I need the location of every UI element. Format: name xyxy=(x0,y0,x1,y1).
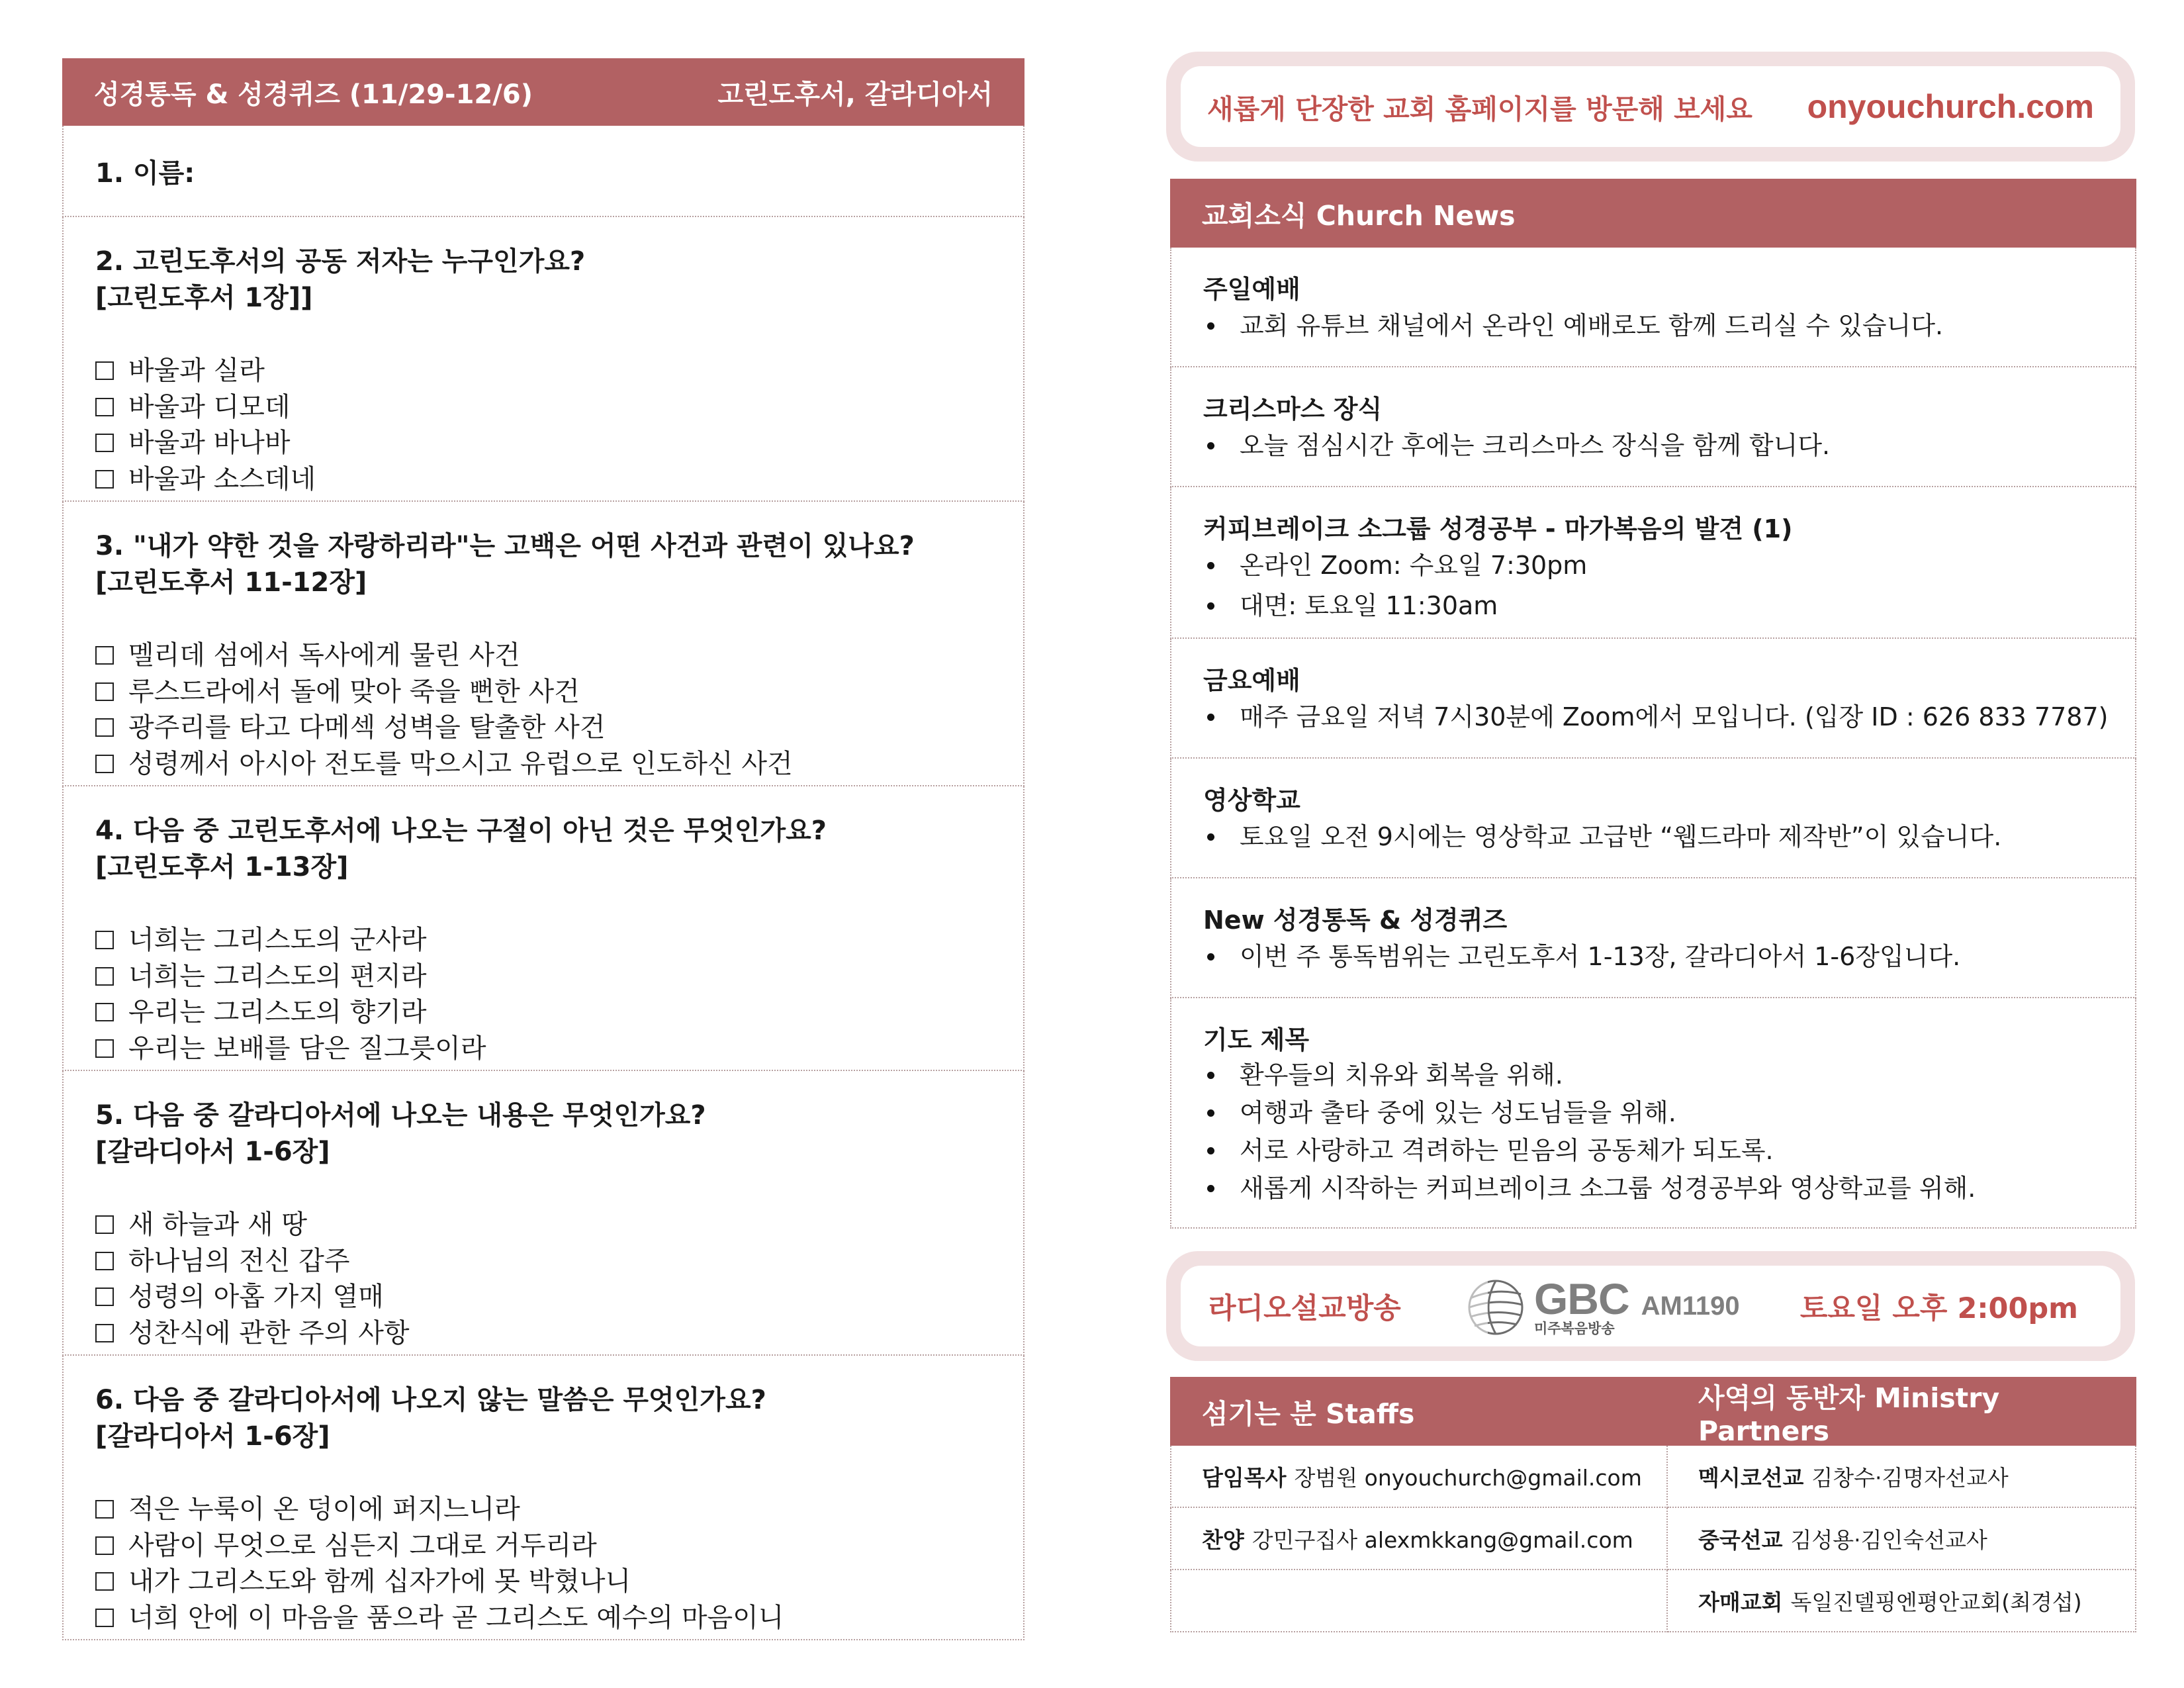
news-bullet: 여행과 출타 중에 있는 성도님들을 위해. xyxy=(1203,1094,2103,1132)
radio-broadcast-banner xyxy=(1166,1251,2135,1361)
question-source: [갈라디아서 1-6장] xyxy=(95,1137,330,1167)
news-item-title: 금요예배 xyxy=(1203,666,1300,695)
partner-role: 멕시코선교 xyxy=(1698,1464,1804,1491)
partner-row xyxy=(1668,1570,2136,1632)
quiz-header-title: 성경통독 & 성경퀴즈 (11/29-12/6) xyxy=(94,79,533,110)
staff-column xyxy=(1170,1446,1668,1632)
answer-option[interactable]: 적은 누룩이 온 덩이에 퍼지느니라 xyxy=(95,1491,991,1528)
news-bullet: 토요일 오전 9시에는 영상학교 고급반 “웹드라마 제작반”이 있습니다. xyxy=(1203,817,2103,857)
checkbox-icon[interactable] xyxy=(95,1609,114,1627)
news-item xyxy=(1170,248,2136,367)
news-item xyxy=(1170,639,2136,759)
partner-detail: 김성용·김인숙선교사 xyxy=(1790,1526,1987,1553)
radio-time: 토요일 오후 2:00pm xyxy=(1799,1291,2078,1325)
question-title: 4. 다음 중 고린도후서에 나오는 구절이 아닌 것은 무엇인가요? xyxy=(95,816,827,846)
checkbox-icon[interactable] xyxy=(95,1324,114,1342)
news-item xyxy=(1170,878,2136,998)
news-item-title: 영상학교 xyxy=(1203,786,1300,815)
answer-option[interactable]: 바울과 소스데네 xyxy=(95,461,991,498)
news-bullet: 서로 사랑하고 격려하는 믿음의 공동체가 되도록. xyxy=(1203,1132,2103,1170)
bullet-icon xyxy=(1207,322,1214,330)
radio-station: AM1190 xyxy=(1641,1291,1740,1321)
question-title: 6. 다음 중 갈라디아서에 나오지 않는 말씀은 무엇인가요? xyxy=(95,1385,766,1415)
news-header-title: 교회소식 Church News xyxy=(1202,199,1516,232)
answer-option[interactable]: 내가 그리스도와 함께 십자가에 못 박혔나니 xyxy=(95,1564,991,1600)
checkbox-icon[interactable] xyxy=(95,1288,114,1306)
answer-option[interactable]: 바울과 실라 xyxy=(95,353,991,389)
bullet-icon xyxy=(1207,1147,1214,1154)
bullet-icon xyxy=(1207,562,1214,569)
partner-detail: 독일진델핑엔평안교회(최경섭) xyxy=(1790,1589,2082,1615)
question-2 xyxy=(62,217,1024,502)
staff-detail: 강민구집사 alexmkkang@gmail.com xyxy=(1251,1526,1633,1553)
question-source: [고린도후서 1장]] xyxy=(95,283,313,313)
answer-option[interactable]: 너희는 그리스도의 군사라 xyxy=(95,922,991,959)
news-item xyxy=(1170,998,2136,1229)
question-title: 3. "내가 약한 것을 자랑하리라"는 고백은 어떤 사건과 관련이 있나요? xyxy=(95,531,915,561)
partner-detail: 김창수·김명자선교사 xyxy=(1811,1464,2009,1491)
bullet-icon xyxy=(1207,602,1214,610)
news-bullet: 온라인 Zoom: 수요일 7:30pm xyxy=(1203,545,2103,586)
partner-role: 자매교회 xyxy=(1698,1589,1783,1615)
question-6 xyxy=(62,1356,1024,1640)
website-banner xyxy=(1166,52,2135,162)
name-label: 1. 이름: xyxy=(95,158,195,189)
radio-label: 라디오설교방송 xyxy=(1208,1291,1401,1325)
checkbox-icon[interactable] xyxy=(95,398,114,416)
partner-row xyxy=(1668,1508,2136,1570)
answer-option[interactable]: 성령의 아홉 가지 열매 xyxy=(95,1279,991,1315)
bullet-icon xyxy=(1207,1072,1214,1079)
website-link[interactable]: onyouchurch.com xyxy=(1807,88,2094,125)
checkbox-icon[interactable] xyxy=(95,931,114,949)
news-bullet: 교회 유튜브 채널에서 온라인 예배로도 함께 드리실 수 있습니다. xyxy=(1203,306,2103,346)
question-source: [고린도후서 1-13장] xyxy=(95,852,349,882)
checkbox-icon[interactable] xyxy=(95,1500,114,1519)
checkbox-icon[interactable] xyxy=(95,1536,114,1555)
news-item xyxy=(1170,759,2136,878)
answer-option[interactable]: 너희 안에 이 마음을 품으라 곧 그리스도 예수의 마음이니 xyxy=(95,1600,991,1636)
checkbox-icon[interactable] xyxy=(95,1039,114,1058)
news-bullet: 오늘 점심시간 후에는 크리스마스 장식을 함께 합니다. xyxy=(1203,426,2103,466)
question-5 xyxy=(62,1071,1024,1356)
checkbox-icon[interactable] xyxy=(95,1003,114,1021)
checkbox-icon[interactable] xyxy=(95,646,114,665)
bullet-icon xyxy=(1207,833,1214,841)
news-item xyxy=(1170,367,2136,487)
church-news-panel xyxy=(1170,179,2136,1229)
news-item-title: 크리스마스 장식 xyxy=(1203,395,1383,424)
answer-option[interactable]: 광주리를 타고 다메섹 성벽을 탈출한 사건 xyxy=(95,710,991,746)
answer-option[interactable]: 너희는 그리스도의 편지라 xyxy=(95,959,991,995)
staff-role: 찬양 xyxy=(1202,1526,1244,1553)
name-field[interactable] xyxy=(62,126,1024,217)
question-title: 5. 다음 중 갈라디아서에 나오는 내용은 무엇인가요? xyxy=(95,1100,706,1131)
answer-option[interactable]: 성찬식에 관한 주의 사항 xyxy=(95,1315,991,1352)
staff-row-empty xyxy=(1170,1570,1668,1632)
answer-option[interactable]: 바울과 바나바 xyxy=(95,425,991,461)
answer-option[interactable]: 멜리데 섬에서 독사에게 물린 사건 xyxy=(95,637,991,674)
staff-row xyxy=(1170,1446,1668,1508)
bullet-icon xyxy=(1207,953,1214,961)
bullet-icon xyxy=(1207,1109,1214,1117)
news-bullet: 매주 금요일 저녁 7시30분에 Zoom에서 모입니다. (입장 ID : 626 833 7787) xyxy=(1203,697,2103,737)
checkbox-icon[interactable] xyxy=(95,718,114,737)
question-4 xyxy=(62,786,1024,1071)
bullet-icon xyxy=(1207,442,1214,449)
answer-option[interactable]: 사람이 무엇으로 심든지 그대로 거두리라 xyxy=(95,1528,991,1564)
quiz-header xyxy=(62,58,1024,126)
gbc-logo-text: GBC xyxy=(1533,1274,1629,1323)
gbc-logo xyxy=(1461,1274,1740,1338)
news-item-title: New 성경통독 & 성경퀴즈 xyxy=(1203,906,1508,935)
staff-row xyxy=(1170,1508,1668,1570)
news-bullet: 새롭게 시작하는 커피브레이크 소그룹 성경공부와 영상학교를 위해. xyxy=(1203,1170,2103,1207)
staff-header xyxy=(1170,1377,2136,1446)
website-message: 새롭게 단장한 교회 홈페이지를 방문해 보세요 xyxy=(1207,93,1752,125)
checkbox-icon[interactable] xyxy=(95,1215,114,1234)
checkbox-icon[interactable] xyxy=(95,967,114,986)
question-title: 2. 고린도후서의 공동 저자는 누구인가요? xyxy=(95,246,586,277)
answer-option[interactable]: 우리는 그리스도의 향기라 xyxy=(95,994,991,1031)
partner-column xyxy=(1668,1446,2136,1632)
answer-option[interactable]: 루스드라에서 돌에 맞아 죽을 뻔한 사건 xyxy=(95,674,991,710)
news-item-title: 주일예배 xyxy=(1203,275,1300,304)
news-item-title: 기도 제목 xyxy=(1203,1025,1310,1055)
checkbox-icon[interactable] xyxy=(95,682,114,701)
partner-row xyxy=(1668,1446,2136,1508)
checkbox-icon[interactable] xyxy=(95,470,114,489)
question-source: [고린도후서 11-12장] xyxy=(95,567,367,598)
news-header xyxy=(1170,179,2136,248)
staff-header-right: 사역의 동반자 Ministry Partners xyxy=(1698,1382,2000,1447)
bible-quiz-panel xyxy=(62,58,1024,1640)
checkbox-icon[interactable] xyxy=(95,755,114,773)
staff-header-left: 섬기는 분 Staffs xyxy=(1202,1397,1415,1430)
quiz-header-books: 고린도후서, 갈라디아서 xyxy=(717,79,993,110)
question-source: [갈라디아서 1-6장] xyxy=(95,1421,330,1452)
staff-role: 담임목사 xyxy=(1202,1464,1287,1491)
answer-option[interactable]: 하나님의 전신 갑주 xyxy=(95,1243,991,1280)
answer-option[interactable]: 성령께서 아시아 전도를 막으시고 유럽으로 인도하신 사건 xyxy=(95,746,991,782)
news-bullet: 대면: 토요일 11:30am xyxy=(1203,586,2103,626)
question-3 xyxy=(62,502,1024,786)
news-bullet: 환우들의 치유와 회복을 위해. xyxy=(1203,1056,2103,1094)
news-item-title: 커피브레이크 소그룹 성경공부 - 마가복음의 발견 (1) xyxy=(1203,514,1793,543)
staff-detail: 장범원 onyouchurch@gmail.com xyxy=(1294,1464,1642,1491)
checkbox-icon[interactable] xyxy=(95,434,114,452)
checkbox-icon[interactable] xyxy=(95,361,114,380)
partner-role: 중국선교 xyxy=(1698,1526,1783,1553)
staff-panel xyxy=(1170,1377,2136,1632)
answer-option[interactable]: 바울과 디모데 xyxy=(95,389,991,426)
globe-icon xyxy=(1461,1274,1527,1338)
answer-option[interactable]: 우리는 보배를 담은 질그릇이라 xyxy=(95,1031,991,1067)
answer-option[interactable]: 새 하늘과 새 땅 xyxy=(95,1207,991,1243)
bullet-icon xyxy=(1207,714,1214,721)
checkbox-icon[interactable] xyxy=(95,1252,114,1270)
checkbox-icon[interactable] xyxy=(95,1572,114,1591)
news-bullet: 이번 주 통독범위는 고린도후서 1-13장, 갈라디아서 1-6장입니다. xyxy=(1203,937,2103,977)
bullet-icon xyxy=(1207,1185,1214,1192)
news-item xyxy=(1170,487,2136,639)
gbc-logo-subtitle: 미주복음방송 xyxy=(1533,1320,1615,1336)
